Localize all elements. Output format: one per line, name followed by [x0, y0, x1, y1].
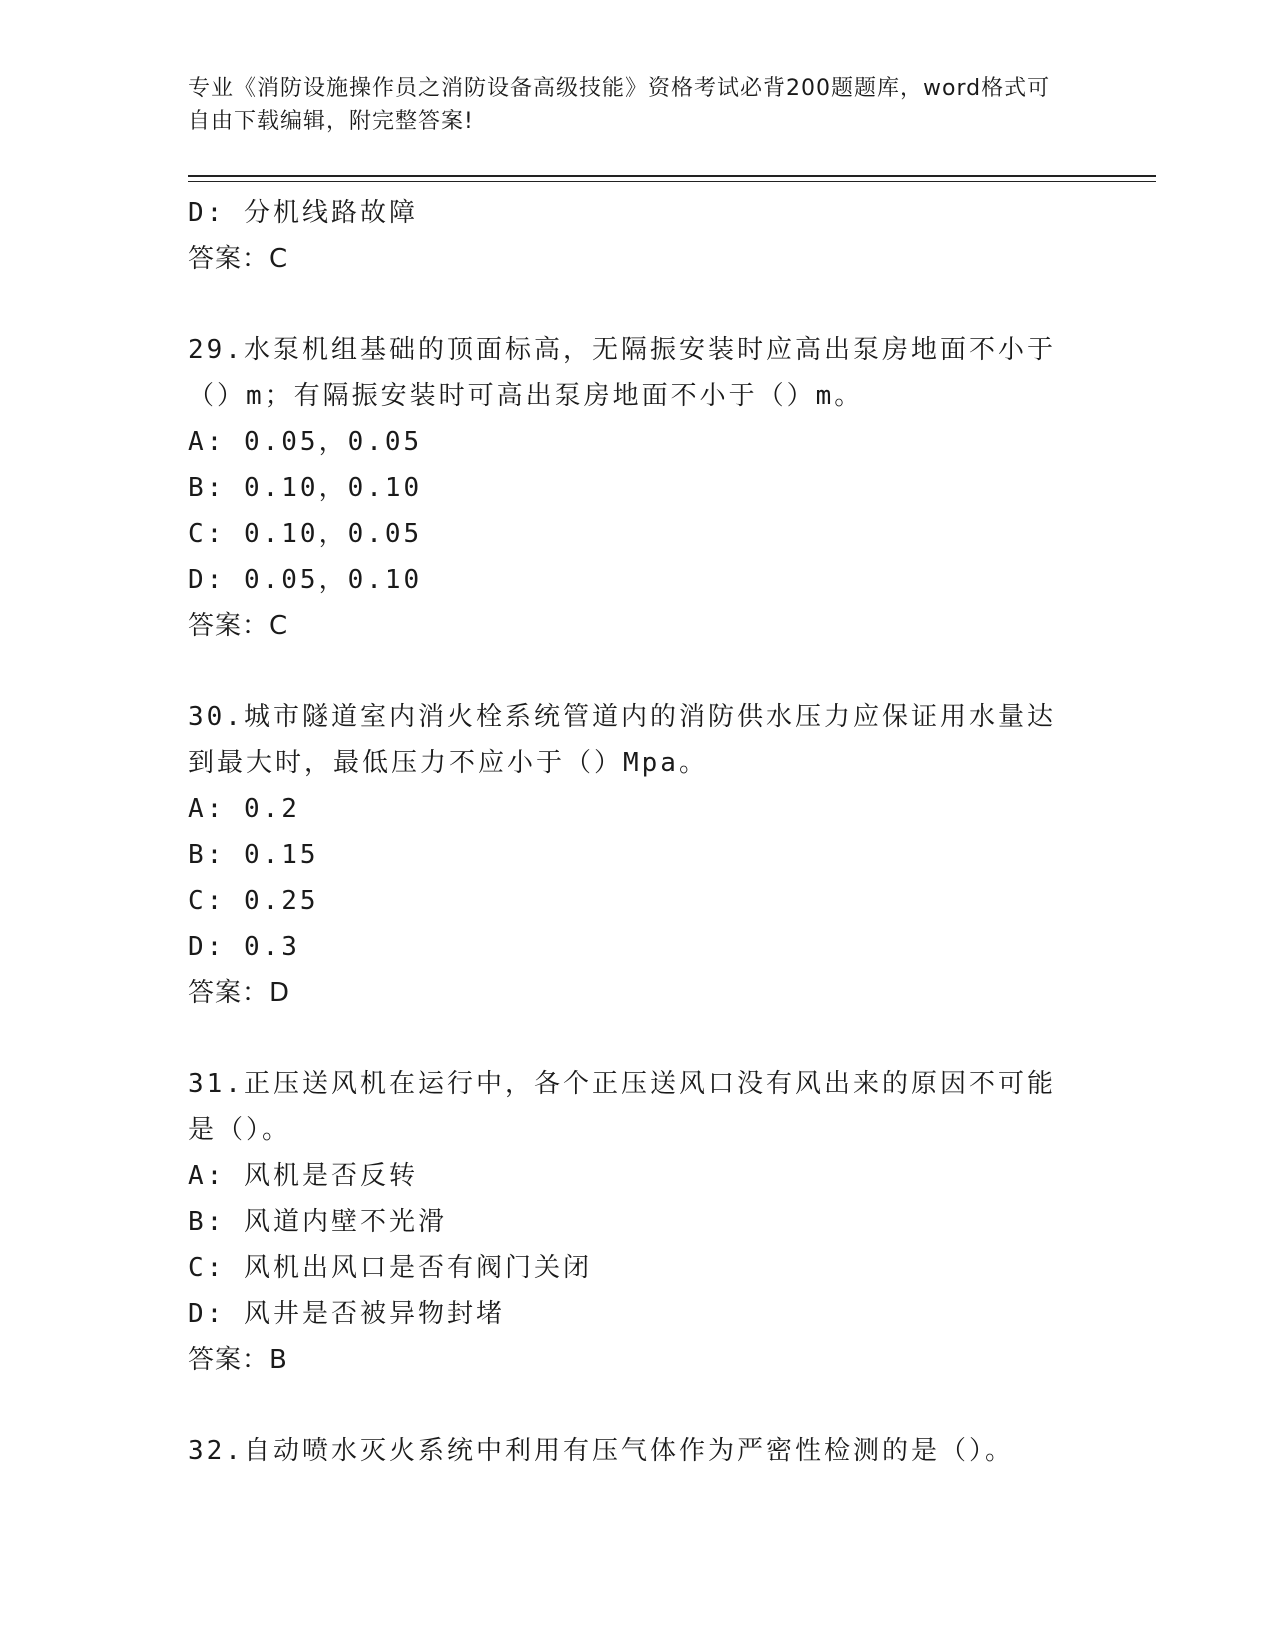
- option-a: A: 0.05，0.05: [188, 427, 423, 457]
- spacer: [188, 1383, 1088, 1428]
- option-c: C: 0.25: [188, 886, 319, 916]
- option-a: A: 0.2: [188, 794, 300, 824]
- option-b: B: 0.15: [188, 840, 319, 870]
- header-divider-thick: [188, 175, 1156, 177]
- answer-line: 答案：C: [188, 611, 289, 641]
- document-header: 专业《消防设施操作员之消防设备高级技能》资格考试必背200题题库，word格式可自由下载编辑，附完整答案!: [188, 76, 1051, 134]
- question-stem-29: 29.水泵机组基础的顶面标高，无隔振安装时应高出泵房地面不小于（）m；有隔振安装时可高出泵房地面不小于（）m。: [188, 335, 1056, 411]
- option-d: D: 分机线路故障: [188, 198, 418, 228]
- spacer: [188, 1016, 1088, 1061]
- option-b: B: 风道内壁不光滑: [188, 1207, 447, 1237]
- option-a: A: 风机是否反转: [188, 1161, 418, 1191]
- question-stem-32: 32.自动喷水灭火系统中利用有压气体作为严密性检测的是（）。: [188, 1436, 1014, 1466]
- option-d: D: 风井是否被异物封堵: [188, 1299, 505, 1329]
- option-b: B: 0.10，0.10: [188, 473, 423, 503]
- question-stem-31: 31.正压送风机在运行中，各个正压送风口没有风出来的原因不可能是（）。: [188, 1069, 1056, 1145]
- option-d: D: 0.3: [188, 932, 300, 962]
- question-stem-30: 30.城市隧道室内消火栓系统管道内的消防供水压力应保证用水量达到最大时，最低压力不应小于（）Mpa。: [188, 702, 1056, 778]
- question-list: [188, 190, 1088, 1474]
- spacer: [188, 282, 1088, 327]
- spacer: [188, 649, 1088, 694]
- option-c: C: 风机出风口是否有阀门关闭: [188, 1253, 592, 1283]
- answer-line: 答案：D: [188, 978, 291, 1008]
- option-c: C: 0.10，0.05: [188, 519, 423, 549]
- header-divider-thin: [188, 181, 1156, 182]
- answer-line: 答案：C: [188, 244, 289, 274]
- option-d: D: 0.05，0.10: [188, 565, 423, 595]
- answer-line: 答案：B: [188, 1345, 288, 1375]
